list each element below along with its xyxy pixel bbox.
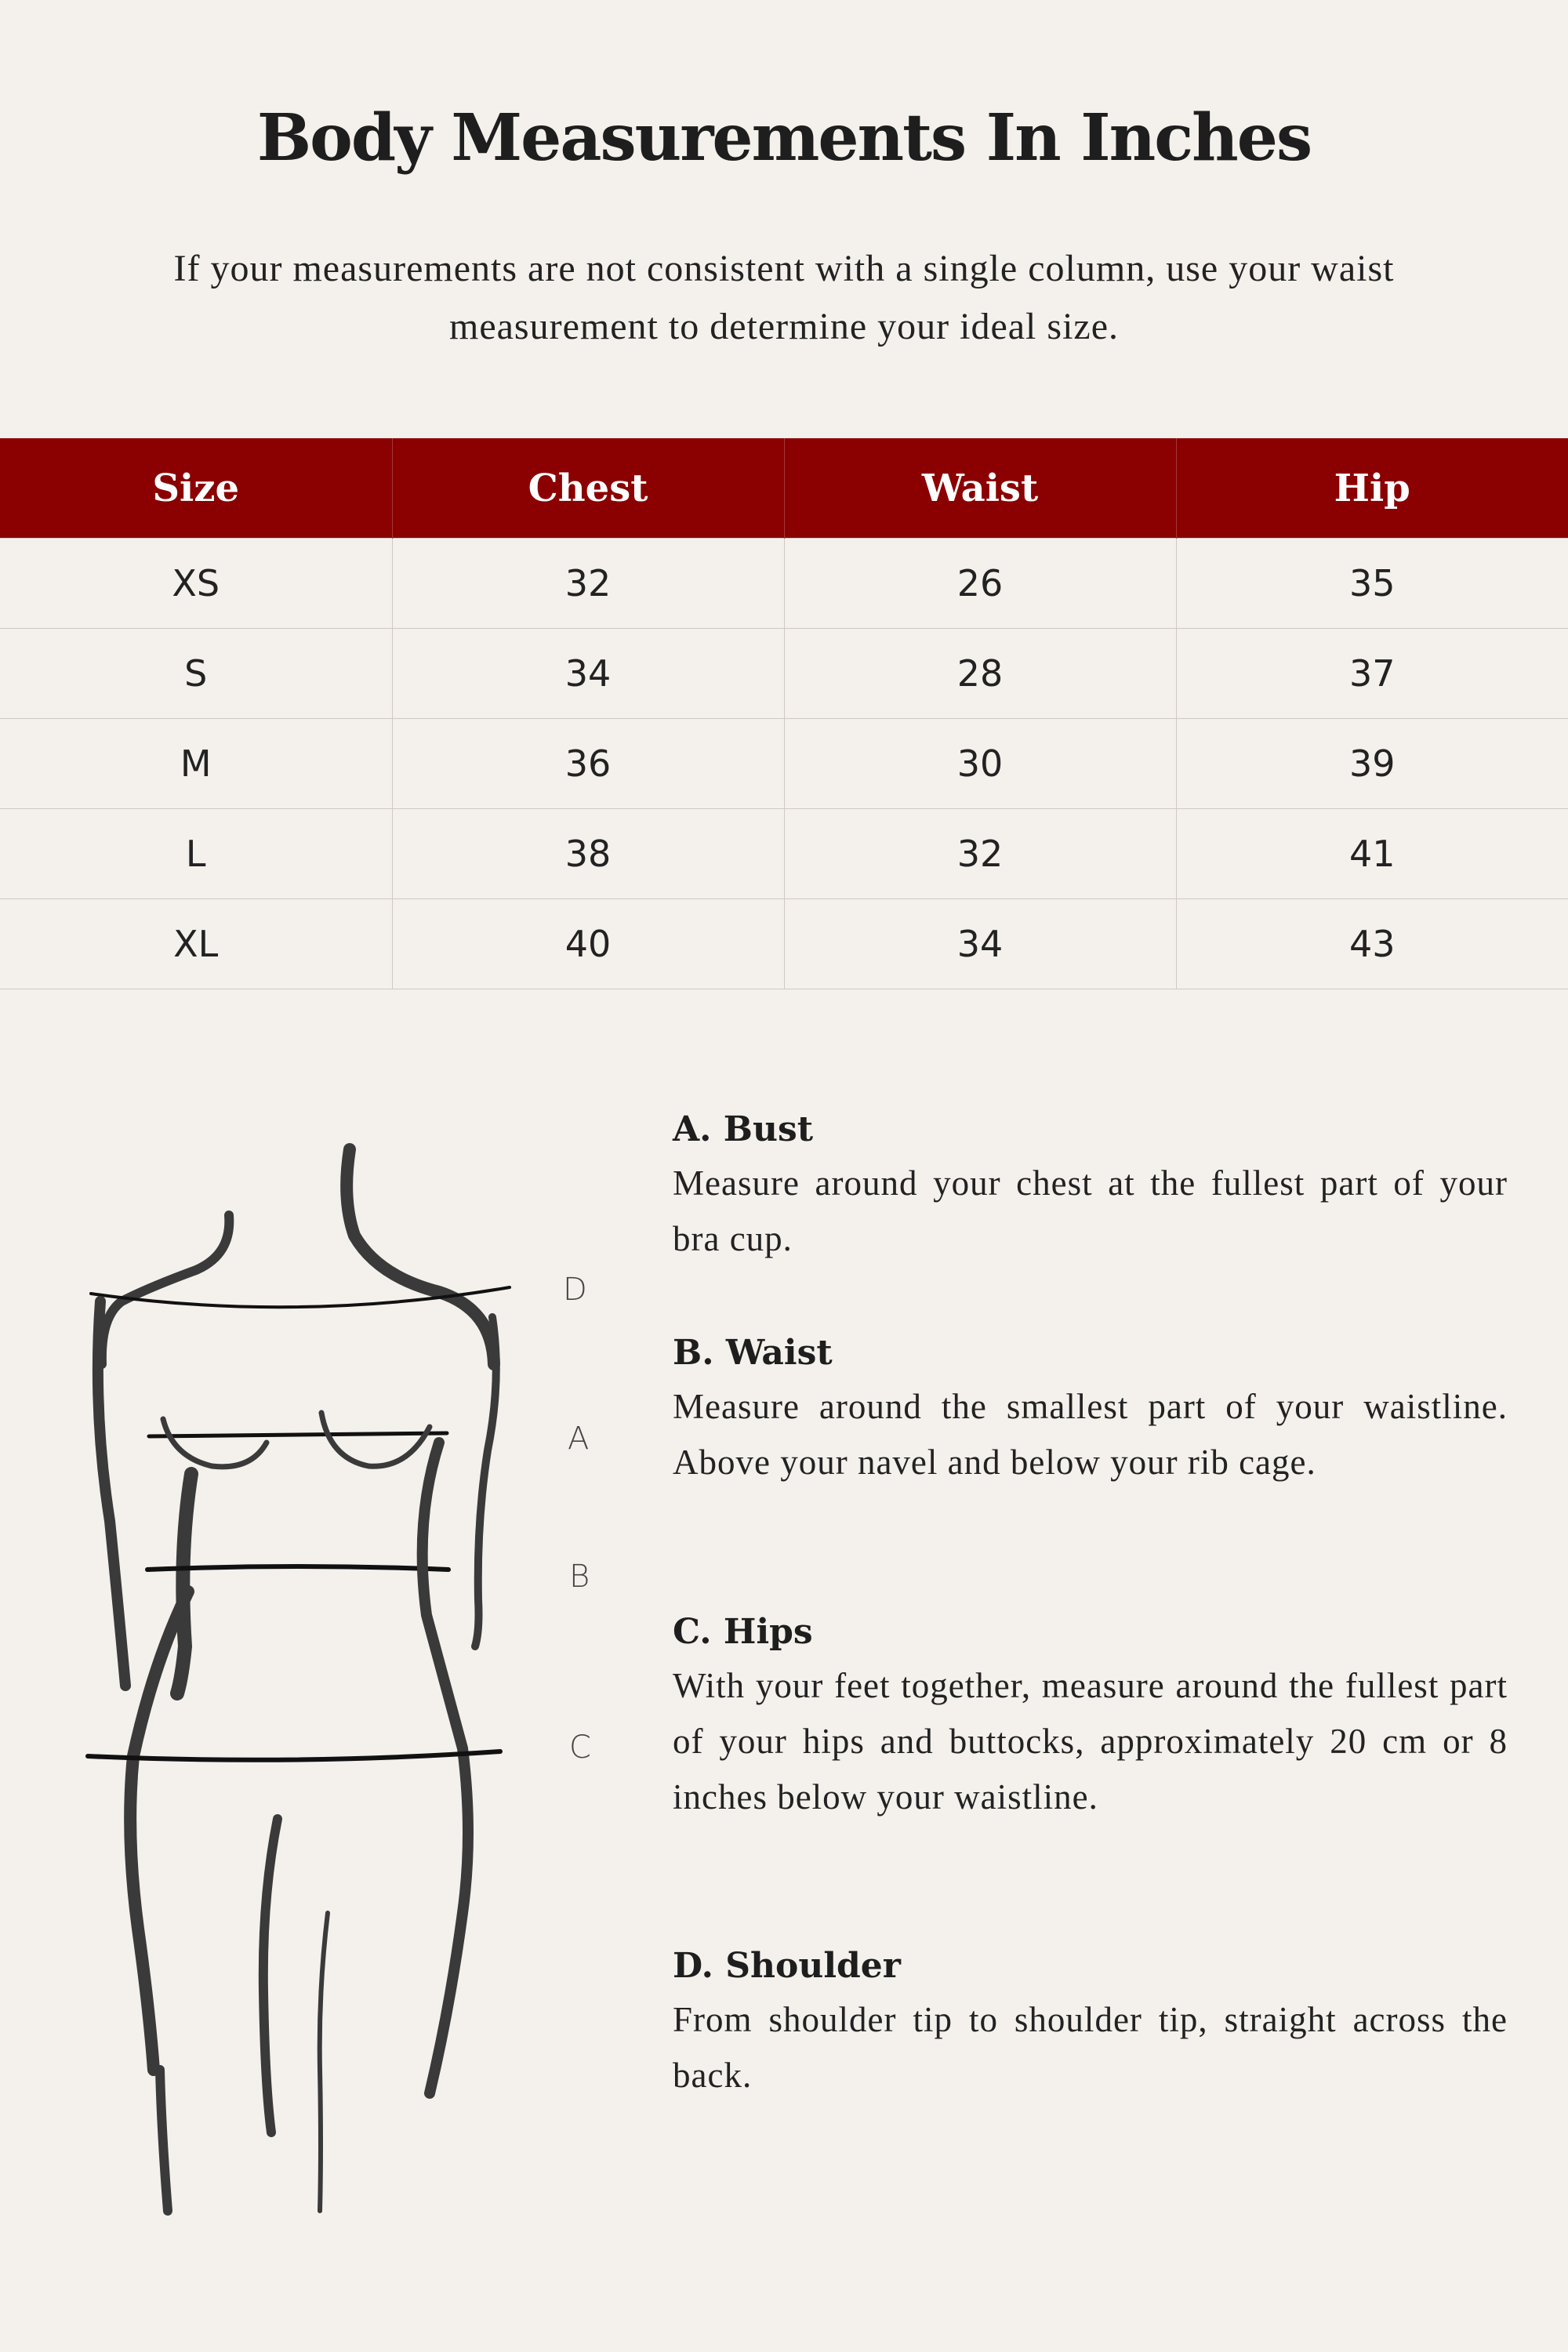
measure-shoulder-heading: D. Shoulder [673,1946,901,1986]
cell-size: L [0,809,392,899]
inner-right-leg-stroke [320,1913,328,2211]
waist-line [147,1566,448,1570]
cell-size: S [0,629,392,719]
table-row [0,809,1568,899]
cell-size: XS [0,539,392,629]
measure-bust-text: Measure around your chest at the fullest part of your bra cup. [673,1163,1508,1258]
table-header-row [0,438,1568,539]
table-row [0,719,1568,809]
right-neck-stroke [347,1149,494,1364]
cell-size: XL [0,899,392,989]
measure-waist [673,1327,1508,1490]
cell-chest: 38 [392,809,784,899]
table-row [0,899,1568,989]
label-shoulder-d: D [563,1272,587,1308]
cell-chest: 40 [392,899,784,989]
measure-shoulder-text: From shoulder tip to shoulder tip, straight across the back. [673,2000,1508,2095]
label-hips-c: C [569,1730,591,1766]
measure-shoulder [673,1940,1508,2103]
page-title: Body Measurements In Inches [256,100,1312,176]
cell-hip: 39 [1176,719,1568,809]
left-arm-stroke [98,1301,125,1686]
left-cup-stroke [163,1419,267,1467]
cell-chest: 34 [392,629,784,719]
cell-waist: 30 [784,719,1176,809]
measure-hips-heading: C. Hips [673,1612,813,1652]
measure-bust-heading: A. Bust [673,1109,814,1149]
right-cup-stroke [321,1413,430,1466]
left-lower-leg-stroke [160,2070,168,2211]
left-torso-inner-stroke [177,1474,191,1693]
header-waist: Waist [784,438,1176,539]
cell-hip: 41 [1176,809,1568,899]
cell-size: M [0,719,392,809]
label-waist-b: B [569,1559,590,1595]
cell-waist: 26 [784,539,1176,629]
measure-waist-text: Measure around the smallest part of your waistline. Above your navel and below your rib cage. [673,1387,1508,1482]
header-hip: Hip [1176,438,1568,539]
size-chart-table [0,438,1568,989]
inner-left-leg-stroke [263,1819,278,2132]
cell-hip: 37 [1176,629,1568,719]
right-torso-stroke [423,1443,468,2093]
right-arm-stroke [475,1317,496,1646]
measure-waist-heading: B. Waist [673,1333,833,1373]
body-figure-illustration [0,1082,643,2227]
measure-hips-text: With your feet together, measure around the fullest part of your hips and buttocks, approximately 20 cm or 8 inches below your waistline. [673,1666,1508,1817]
left-neck-stroke [102,1215,229,1364]
bust-line [149,1433,447,1436]
label-bust-a: A [568,1421,590,1457]
measure-hips [673,1606,1508,1825]
cell-hip: 43 [1176,899,1568,989]
cell-waist: 28 [784,629,1176,719]
cell-hip: 35 [1176,539,1568,629]
table-row [0,629,1568,719]
measure-bust [673,1104,1508,1267]
cell-waist: 32 [784,809,1176,899]
cell-waist: 34 [784,899,1176,989]
table-row [0,539,1568,629]
cell-chest: 32 [392,539,784,629]
header-size: Size [0,438,392,539]
cell-chest: 36 [392,719,784,809]
page-subtitle: If your measurements are not consistent with a single column, use your waist measurement to determine your ideal size. [173,248,1395,347]
header-chest: Chest [392,438,784,539]
hip-line [88,1751,500,1760]
